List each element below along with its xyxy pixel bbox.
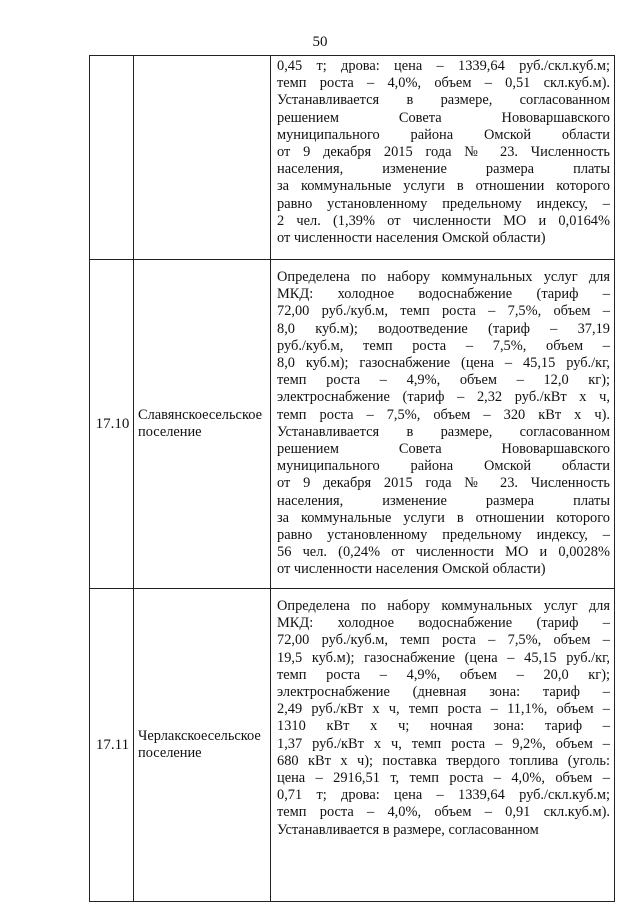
row-number-cell [90,589,134,902]
text-line: 8,0 куб.м); газоснабжение (цена – 45,15 руб./кг, [277,355,610,372]
text-line: равно установленному предельному индексу, – [277,195,610,212]
text-line: электроснабжение (дневная зона: тариф – [277,684,610,701]
row-number: 17.10 [95,415,130,432]
settlement-name [134,728,270,763]
description-cell [271,589,615,902]
text-line: сельское поселение [138,727,261,761]
page-number: 50 [312,34,328,50]
text-line: 8,0 куб.м); водоотведение (тариф – 37,19 [277,320,610,337]
text-line: населения, изменение размера платы [277,492,610,509]
text-line: за коммунальные услуги в отношении которого [277,178,610,195]
text-line: решением Совета Нововаршавского [277,109,610,126]
text-line: за коммунальные услуги в отношении которого [277,509,610,526]
text-line: МКД: холодное водоснабжение (тариф – [277,286,610,303]
text-line: Определена по набору коммунальных услуг для [277,269,610,285]
description-text [271,260,614,579]
text-line: 2,49 руб./кВт х ч, темп роста – 11,1%, объем – [277,701,610,718]
text-line: Славянское [138,406,209,423]
settlement-name-cell [134,589,271,902]
text-line: решением Совета Нововаршавского [277,441,610,458]
text-line: муниципального района Омской области [277,458,610,475]
text-line: 2 чел. (1,39% от численности МО и 0,0164% [277,212,610,229]
settlement-name-cell [134,56,271,260]
text-line: МКД: холодное водоснабжение (тариф – [277,615,610,632]
description-text [271,56,614,247]
tariff-table [89,55,615,902]
text-line: темп роста – 4,9%, объем – 12,0 кг); [277,372,610,389]
description-cell [271,56,615,260]
text-line: 0,45 т; дрова: цена – 1339,64 руб./скл.куб.м; [277,58,610,74]
text-line: Устанавливается в размере, согласованном [277,821,539,838]
row-number-cell [90,260,134,589]
description-cell [271,260,615,589]
table-row [90,56,615,260]
text-line: 19,5 куб.м); газоснабжение (цена – 45,15 руб./кг, [277,649,610,666]
table-row [90,589,615,902]
text-line: 72,00 руб./куб.м, темп роста – 7,5%, объем – [277,632,610,649]
text-line: темп роста – 7,5%, объем – 320 кВт х ч). [277,406,610,423]
text-line: темп роста – 4,0%, объем – 0,91 скл.куб.м). [277,804,610,821]
text-line: 1310 кВт х ч; ночная зона: тариф – [277,718,610,735]
text-line: от 9 декабря 2015 года № 23. Численность [277,144,610,161]
settlement-name-cell [134,260,271,589]
text-line: равно установленному предельному индексу, – [277,527,610,544]
table-row [90,260,615,589]
text-line: руб./куб.м, темп роста – 7,5%, объем – [277,337,610,354]
text-line: Определена по набору коммунальных услуг для [277,598,610,614]
text-line: 56 чел. (0,24% от численности МО и 0,0028% [277,544,610,561]
row-number-cell [90,56,134,260]
settlement-name [134,407,270,442]
text-line: темп роста – 4,9%, объем – 20,0 кг); [277,666,610,683]
text-line: электроснабжение (тариф – 2,32 руб./кВт х ч, [277,389,610,406]
text-line: муниципального района Омской области [277,126,610,143]
text-line: цена – 2916,51 т, темп роста – 4,0%, объем – [277,770,610,787]
text-line: сельское поселение [138,406,262,440]
text-line: 1,37 руб./кВт х ч, темп роста – 9,2%, объем – [277,735,610,752]
description-text [271,589,614,839]
text-line: Черлакское [138,727,208,744]
text-line: темп роста – 4,0%, объем – 0,51 скл.куб.м). [277,75,610,92]
text-line: от численности населения Омской области) [277,561,546,578]
text-line: Устанавливается в размере, согласованном [277,423,610,440]
row-number: 17.11 [95,736,130,753]
text-line: от численности населения Омской области) [277,230,546,247]
text-line: 72,00 руб./куб.м, темп роста – 7,5%, объем – [277,303,610,320]
text-line: от 9 декабря 2015 года № 23. Численность [277,475,610,492]
text-line: 680 кВт х ч); поставка твердого топлива (уголь: [277,752,610,769]
text-line: 0,71 т; дрова: цена – 1339,64 руб./скл.куб.м; [277,787,610,804]
text-line: населения, изменение размера платы [277,161,610,178]
text-line: Устанавливается в размере, согласованном [277,92,610,109]
